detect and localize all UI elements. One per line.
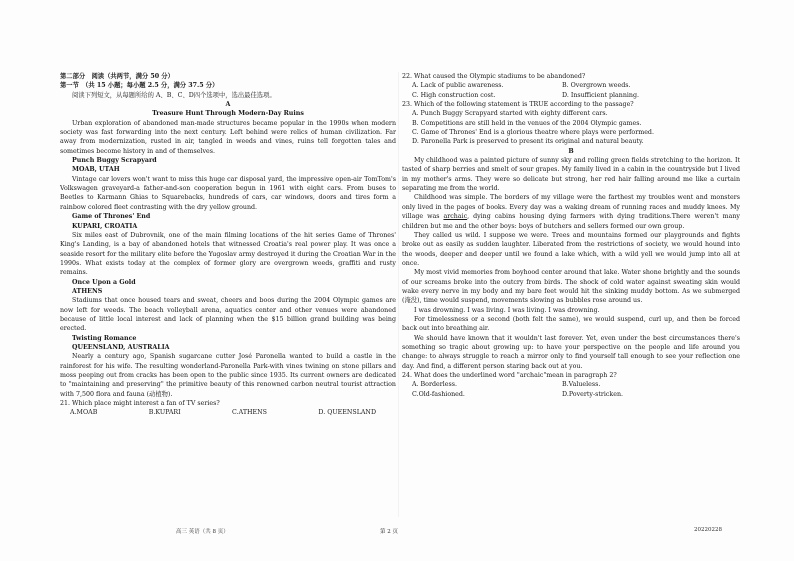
question-24-options: [402, 380, 740, 399]
option-d: D. QUEENSLAND: [318, 409, 376, 417]
place-name: Game of Thrones' End: [72, 213, 151, 221]
question-21-stem: 21. Which place might interest a fan of TV series?: [60, 400, 220, 408]
place-location: QUEENSLAND, AUSTRALIA: [72, 343, 170, 351]
passage-label-a: A: [225, 101, 231, 109]
place-location: KUPARI, CROATIA: [72, 222, 138, 230]
option-d: D. Insufficient planning.: [562, 91, 640, 99]
option-c: C. High construction cost.: [412, 91, 496, 99]
place-location: MOAB, UTAH: [72, 166, 120, 174]
intro-paragraph: Urban exploration of abandoned man-made structures became popular in the 1990s when modern society was fast forwarding into the next century. Left behind were relics of human civilization. Far away from modernization, rusted in air, tangled in weeds and vines, ruins tell forgotten tales and sometimes become history in and of themselves.: [60, 119, 396, 155]
option-a: A. Lack of public awareness.: [412, 82, 504, 90]
column-divider: [398, 72, 399, 517]
paragraph-5: I was drowning. I was living. I was living. I was drowning.: [414, 306, 600, 314]
place-name: Twisting Romance: [72, 334, 137, 342]
left-column: [60, 72, 396, 418]
option-b: B.KUPARI: [148, 409, 181, 417]
footer-page-number: 第 2 页: [380, 529, 398, 535]
paragraph-1: My childhood was a painted picture of sunny sky and rolling green fields stretching to the horizon. It tasted of sharp berries and smelt of sour grapes. My family lived in a cabin in the countryside but I lived in my mother's arms. They were so delicate but strong, her red hair falling around me like a curtain separating me from the world.: [402, 157, 740, 193]
paragraph-3: They called us wild. I suppose we were. Trees and mountains formed our playgrounds and fights broke out as easily as sudden laughter. Liberated from the restrictions of society, we would hound into the woods, deeper and deeper until we found a lake which, with a wild yell we would jump into all at once.: [402, 231, 740, 267]
footer-subject: 高三 英语（共 8 页）: [176, 529, 229, 535]
question-23-stem: 23. Which of the following statement is TRUE according to the passage?: [402, 101, 634, 109]
place-name: Punch Buggy Scrapyard: [72, 157, 157, 165]
option-d: D. Paronella Park is preserved to present its original and natural beauty.: [412, 138, 644, 146]
paragraph-7: We should have known that it wouldn't last forever. Yet, even under the best circumstances there's something so tragic about growing up: to have your perspective on the people and life around you change: to always struggle to reach a mirror only to find yourself tall enough to see your reflection one day. And find, a different person staring back out at you.: [402, 334, 740, 370]
question-24-stem: 24. What does the underlined word "archaic"mean in paragraph 2?: [402, 372, 617, 379]
option-a: A. Borderless.: [412, 381, 457, 389]
question-22-stem: 22. What caused the Olympic stadiums to be abandoned?: [402, 73, 586, 80]
passage-label-b: B: [568, 147, 574, 155]
question-21-options: [60, 408, 396, 417]
option-c: C.Old-fashioned.: [412, 390, 465, 398]
paragraph-4: My most vivid memories from boyhood center around that lake. Water shone brightly and the sounds of our screams broke into the outcry from birds. The shock of cold water against sweating skin would wake every nerve in my body and my bare feet would hit the sinking muddy bottom. As we submerged (淹没), time would suspend, movements slowing as bubbles rose around us.: [402, 269, 740, 305]
paragraph-6: For timelessness or a second (both felt the same), we would suspend, curl up, and then be forced back out into breathing air.: [402, 315, 740, 333]
option-b: B.Valueless.: [562, 381, 601, 389]
option-d: D.Poverty-stricken.: [562, 390, 624, 398]
footer-code: 20220228: [694, 527, 722, 533]
option-b: B. Overgrown weeds.: [562, 82, 631, 90]
option-b: B. Competitions are still held in the venues of the 2004 Olympic games.: [412, 119, 642, 127]
part-heading: 第二部分 阅读（共两节，满分 50 分）: [60, 73, 174, 80]
underlined-word: archaic: [443, 213, 468, 221]
paragraph-2-part-1: Childhood was simple. The borders of my village were the farthest my troubles went and monsters only lived in the pages of books. Every day was a waking dream of running races and muddy knees. My village was: [402, 194, 740, 221]
section-heading: 第一节 （共 15 小题；每小题 2.5 分，满分 37.5 分）: [60, 82, 219, 90]
paragraph-2: [402, 193, 740, 230]
option-c: C. Game of Thrones' End is a glorious theatre where plays were performed.: [412, 129, 654, 137]
right-column: [402, 72, 740, 399]
option-c: C.ATHENS: [232, 409, 267, 417]
instruction: 阅读下列短文，从每题所给的 A、B、C、D四个选项中，选出最佳选项。: [72, 91, 276, 99]
place-location: ATHENS: [72, 287, 103, 295]
place-text: Nearly a century ago, Spanish sugarcane cutter José Paronella wanted to build a castle in the rainforest for his wife. The resulting wonderland-Paronella Park-with vines twining on stone pillars and moss peeping out from cracks has been open to the public since 1935. Its current owners are dedicated to "maintaining and preserving" the primitive beauty of this renowned carbon neutral tourist attraction with 7,500 flora and fauna (动植物).: [60, 353, 396, 398]
place-text: Six miles east of Dubrovnik, one of the main filming locations of the hit series Game of Thrones' King's Landing, is a bay of abandoned hotels that witnessed Croatia's real power play. It was once a seaside resort for the military elite before the Yugoslav army destroyed it during the Croatian War in the 1990s. What exists today at the complex of former glory are overgrown weeds, graffiti and rusty remains.: [60, 231, 396, 277]
place-text: Stadiums that once housed tears and sweat, cheers and boos during the 2004 Olympic games are now left for weeds. The beach volleyball arena, aquatics center and other venues were abandoned because of little local interest and lack of planning when the $15 billion grand building was being erected.: [60, 297, 396, 333]
option-a: A. Punch Buggy Scrapyard started with eighty different cars.: [412, 110, 608, 118]
paragraph-2-part-2: , dying cabins housing dying farmers with dying traditions.There weren't many children but me and the other boys: boys of butchers and sellers formed our own group.: [402, 213, 740, 230]
place-text: Vintage car lovers won't want to miss this huge car disposal yard, the impressive open-air TomTom's Volkswagen graveyard-a father-and-son cooperation begun in 1961 with eight cars. From buses to Beetles to Karmann Ghias to Squarebacks, hundreds of cars, car windows, doors and tires form a rainbow colored fleet contrasting with the dry yellow ground.: [60, 175, 396, 211]
passage-title: Treasure Hunt Through Modern-Day Ruins: [152, 110, 304, 118]
option-a: A.MOAB: [70, 409, 98, 417]
place-name: Once Upon a Gold: [72, 278, 136, 286]
question-22-options: [402, 81, 740, 100]
